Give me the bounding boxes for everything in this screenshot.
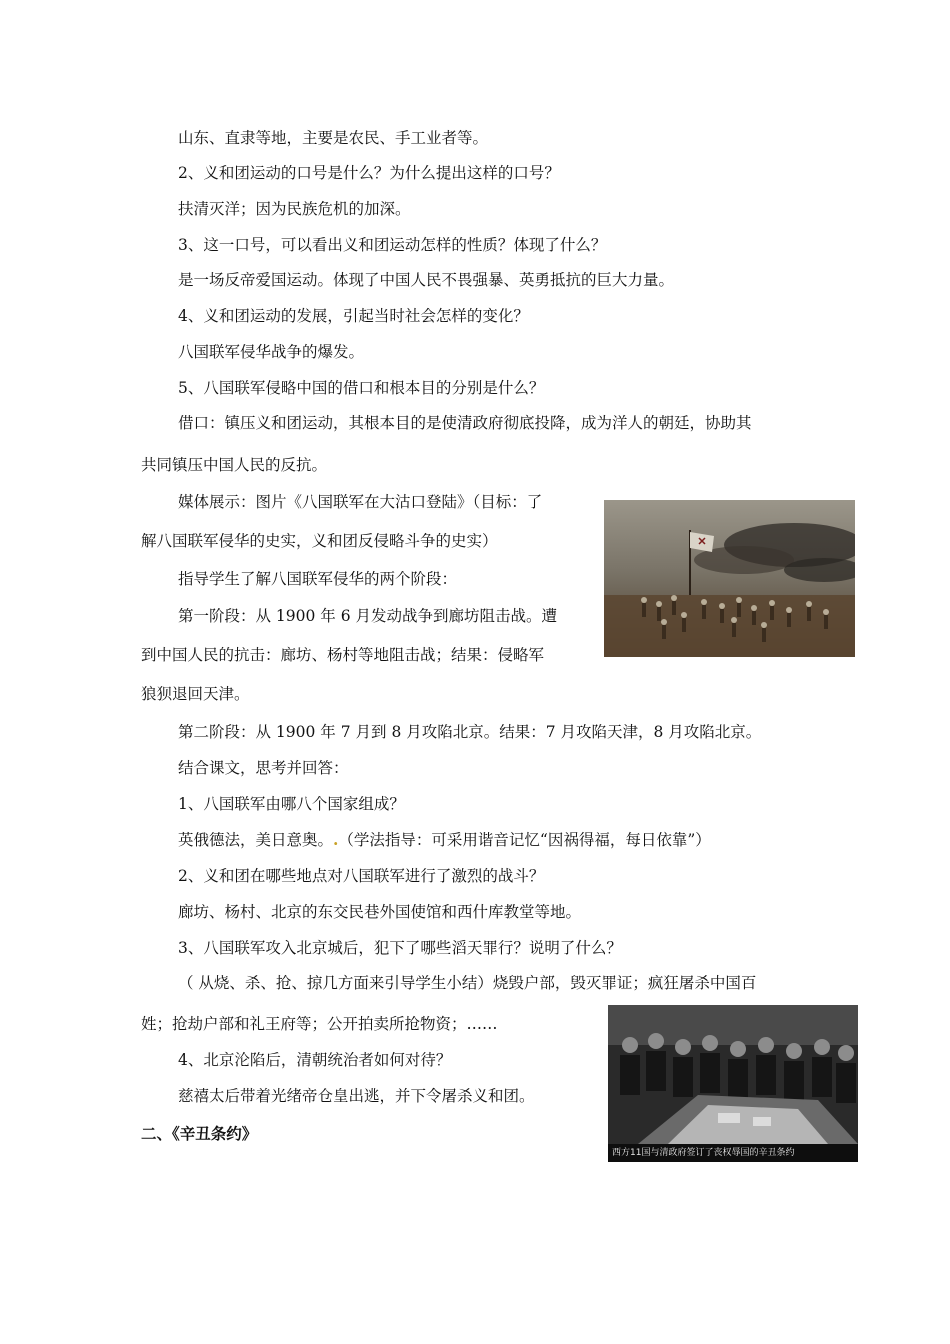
photo-landing-at-dagu [604,500,855,657]
media-display-line-2: 解八国联军侵华的史实，义和团反侵略斗争的史实） [141,532,498,550]
answer-battle-sites: 廊坊、杨村、北京的东交民巷外国使馆和西什库教堂等地。 [178,903,582,921]
answer-crimes-line-2: 姓；抢劫户部和礼王府等；公开拍卖所抢物资；…… [141,1015,498,1033]
photo-landing-at-dagu-art [604,500,855,657]
question-3: 3、这一口号，可以看出义和团运动怎样的性质？体现了什么？ [178,236,607,254]
question-4: 4、义和团运动的发展，引起当时社会怎样的变化？ [178,307,529,325]
photo-treaty-signing [608,1005,858,1162]
answer-eight-nations-text: 英俄德法，美日意奥。 [178,831,334,849]
stage-1-line-1: 第一阶段：从 1900 年 6 月发动战争到廊坊阻击战。遭 [178,607,558,625]
answer-qing-response: 慈禧太后带着光绪帝仓皇出逃，并下令屠杀义和团。 [178,1087,535,1105]
answer-5-line-1: 借口：镇压义和团运动，其根本目的是使清政府彻底投降，成为洋人的朝廷，协助其 [178,414,752,432]
yellow-dot: . [333,830,339,849]
answer-5-line-2: 共同镇压中国人民的反抗。 [141,456,328,474]
question-crimes: 3、八国联军攻入北京城后，犯下了哪些滔天罪行？说明了什么？ [178,939,622,957]
question-5: 5、八国联军侵略中国的借口和根本目的分别是什么？ [178,379,545,397]
answer-crimes-line-1: （ 从烧、杀、抢、掠几方面来引导学生小结）烧毁户部，毁灭罪证；疯狂屠杀中国百 [178,974,757,992]
section-heading-xinchou-treaty: 二、《辛丑条约》 [141,1124,258,1143]
media-display-line-1: 媒体展示：图片《八国联军在大沽口登陆》（目标：了 [178,493,543,511]
line-1: 山东、直隶等地，主要是农民、手工业者等。 [178,129,489,147]
question-2: 2、义和团运动的口号是什么？为什么提出这样的口号？ [178,164,560,182]
stage-1-line-3: 狼狈退回天津。 [141,685,250,703]
study-tip: （学法指导：可采用谐音记忆“因祸得福，每日依靠”） [338,831,711,849]
answer-3: 是一场反帝爱国运动。体现了中国人民不畏强暴、英勇抵抗的巨大力量。 [178,271,675,289]
stage-1-line-2: 到中国人民的抗击：廊坊、杨村等地阻击战；结果：侵略军 [141,646,545,664]
answer-2: 扶清灭洋；因为民族危机的加深。 [178,200,411,218]
think-and-answer: 结合课文，思考并回答： [178,759,349,777]
answer-4: 八国联军侵华战争的爆发。 [178,343,365,361]
guide-stages: 指导学生了解八国联军侵华的两个阶段： [178,570,458,588]
question-qing-response: 4、北京沦陷后，清朝统治者如何对待？ [178,1051,452,1069]
photo-treaty-signing-art [608,1005,858,1144]
photo-treaty-caption: 西方11国与清政府签订了丧权辱国的辛丑条约 [608,1144,858,1162]
question-eight-nations: 1、八国联军由哪八个国家组成？ [178,795,405,813]
question-battle-sites: 2、义和团在哪些地点对八国联军进行了激烈的战斗？ [178,867,545,885]
answer-eight-nations [178,830,711,850]
stage-2: 第二阶段：从 1900 年 7 月到 8 月攻陷北京。结果：7 月攻陷天津，8 月攻陷北京。 [178,723,762,741]
